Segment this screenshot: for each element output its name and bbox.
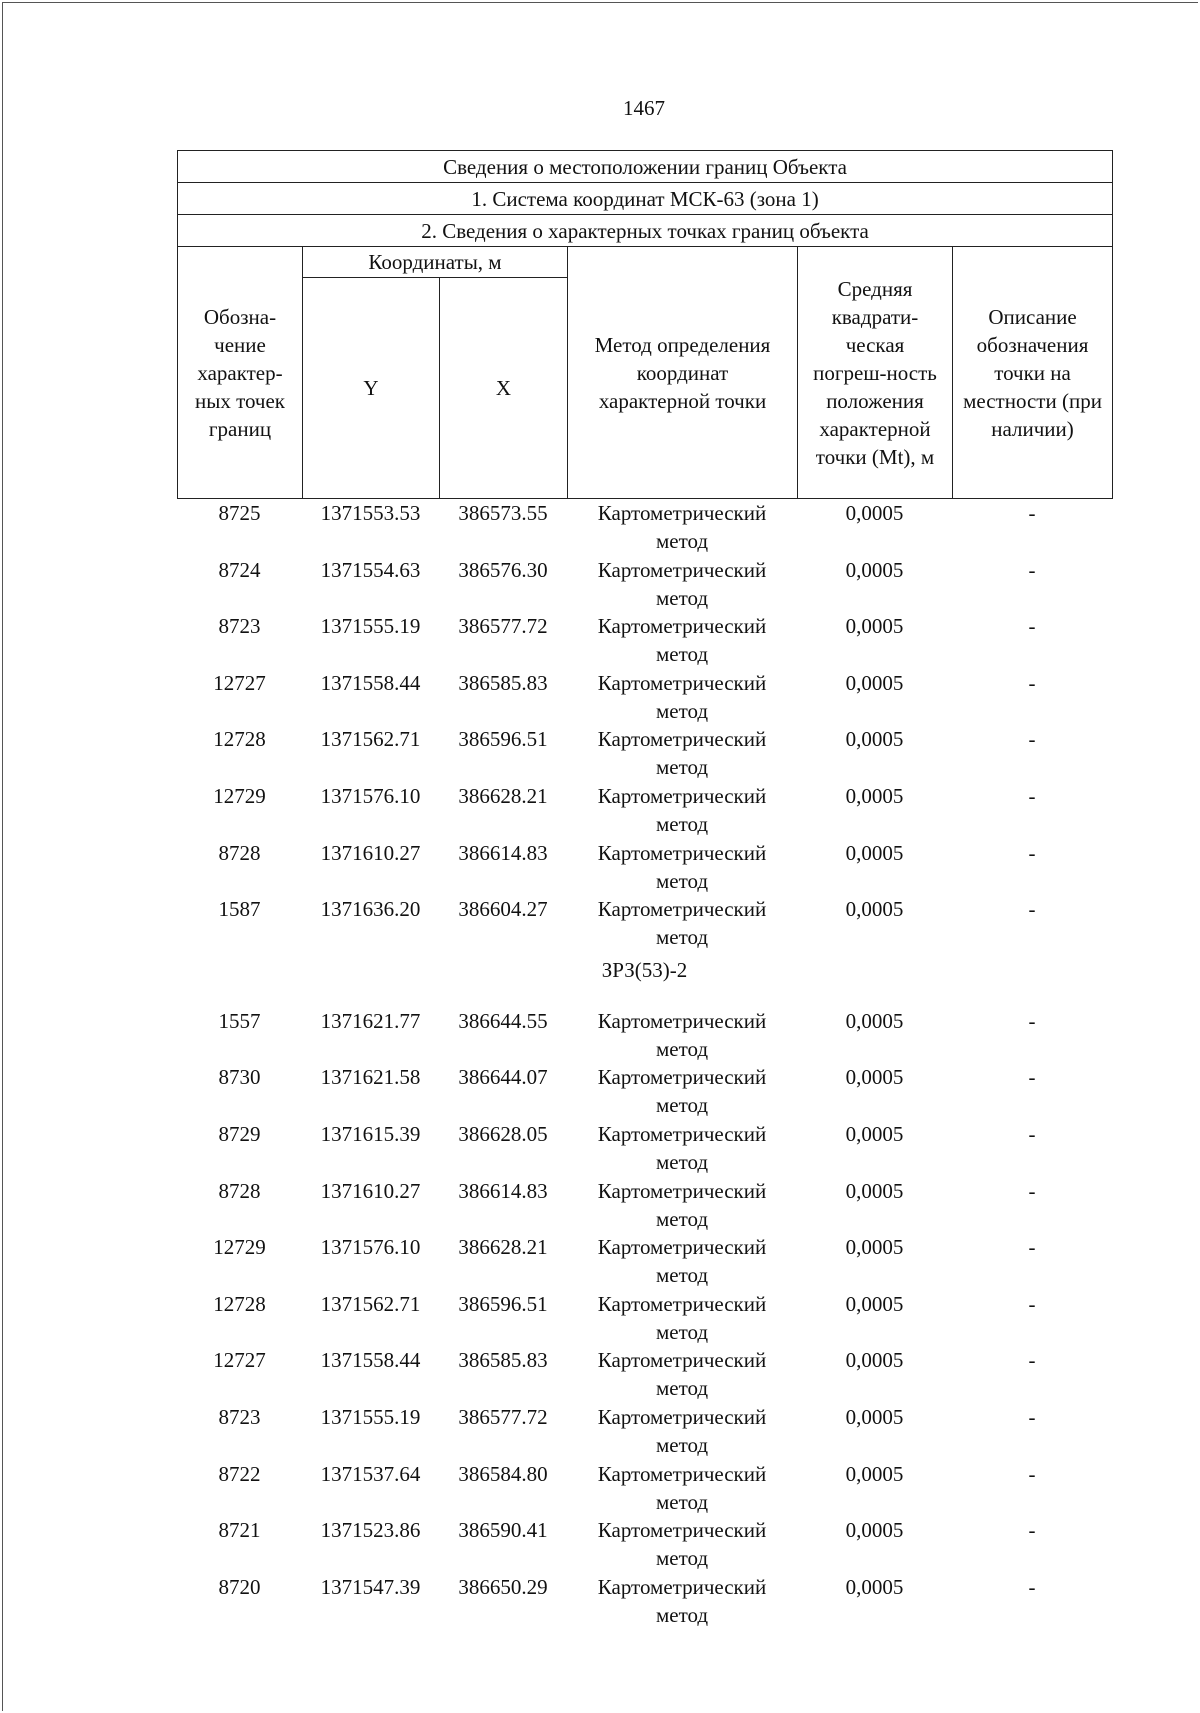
point-id: 8725 — [218, 501, 261, 525]
col-description-header: Описание обозначения точки на местности (при наличии) — [953, 247, 1113, 499]
method: Картометрический метод — [597, 1461, 767, 1514]
table-row — [177, 1573, 1112, 1630]
coord-x: 386650.29 — [458, 1574, 548, 1599]
section-label: ЗРЗ(53)-2 — [601, 957, 688, 982]
table-row — [177, 1007, 1112, 1064]
coord-x: 386628.05 — [458, 1121, 548, 1146]
group-2 — [177, 1007, 1112, 1630]
col-y-header: Y — [303, 278, 440, 499]
coord-y: 1371576.10 — [320, 783, 421, 808]
coord-y: 1371555.19 — [320, 614, 421, 639]
method: Картометрический метод — [597, 1121, 767, 1174]
coordinate-system: 1. Система координат МСК-63 (зона 1) — [178, 183, 1113, 215]
description: - — [1028, 1291, 1036, 1316]
method: Картометрический метод — [597, 501, 767, 553]
coord-y: 1371537.64 — [320, 1461, 421, 1486]
mean-error: 0,0005 — [845, 783, 904, 808]
description: - — [1028, 783, 1036, 808]
coord-y: 1371610.27 — [320, 840, 421, 865]
description: - — [1028, 670, 1036, 695]
point-id: 8721 — [218, 1518, 261, 1543]
table-row — [177, 1516, 1112, 1573]
point-id: 8728 — [218, 840, 261, 865]
method: Картометрический метод — [597, 1178, 767, 1231]
col-designation-header: Обозна-чение характер-ных точек границ — [178, 247, 303, 499]
page-number: 1467 — [623, 96, 665, 120]
description: - — [1028, 1461, 1036, 1486]
col-coordinates-header: Координаты, м — [303, 247, 568, 278]
method: Картометрический метод — [597, 840, 767, 893]
coord-y: 1371562.71 — [320, 727, 421, 752]
table-row — [177, 782, 1112, 839]
coord-x: 386614.83 — [458, 1178, 548, 1203]
description: - — [1028, 727, 1036, 752]
table-row — [177, 1290, 1112, 1347]
coord-y: 1371558.44 — [320, 670, 421, 695]
table-row — [177, 612, 1112, 669]
point-id: 8730 — [218, 1065, 261, 1090]
coord-x: 386577.72 — [458, 614, 548, 639]
mean-error: 0,0005 — [845, 614, 904, 639]
coord-y: 1371610.27 — [320, 1178, 421, 1203]
method: Картометрический метод — [597, 1404, 767, 1457]
point-id: 8723 — [218, 614, 261, 639]
coord-x: 386585.83 — [458, 1348, 548, 1373]
table-row — [177, 725, 1112, 782]
mean-error: 0,0005 — [845, 1404, 904, 1429]
coord-y: 1371576.10 — [320, 1235, 421, 1260]
coord-x: 386573.55 — [458, 501, 548, 525]
point-id: 12729 — [213, 1235, 266, 1260]
method: Картометрический метод — [597, 557, 767, 610]
coord-x: 386576.30 — [458, 557, 548, 582]
description: - — [1028, 1178, 1036, 1203]
mean-error: 0,0005 — [845, 670, 904, 695]
coord-x: 386628.21 — [458, 783, 548, 808]
mean-error: 0,0005 — [845, 1574, 904, 1599]
coord-y: 1371558.44 — [320, 1348, 421, 1373]
coord-x: 386584.80 — [458, 1461, 548, 1486]
description: - — [1028, 1404, 1036, 1429]
col-x-header: X — [440, 278, 568, 499]
point-id: 12728 — [213, 1291, 266, 1316]
table-row — [177, 839, 1112, 896]
coord-y: 1371554.63 — [320, 557, 421, 582]
coord-x: 386585.83 — [458, 670, 548, 695]
coord-y: 1371555.19 — [320, 1404, 421, 1429]
coord-y: 1371562.71 — [320, 1291, 421, 1316]
method: Картометрический метод — [597, 1518, 767, 1571]
point-id: 1587 — [218, 897, 261, 922]
header-table — [177, 150, 1113, 499]
coord-x: 386644.07 — [458, 1065, 548, 1090]
table-row — [177, 1346, 1112, 1403]
table-row — [177, 669, 1112, 726]
mean-error: 0,0005 — [845, 840, 904, 865]
coord-y: 1371621.58 — [320, 1065, 421, 1090]
mean-error: 0,0005 — [845, 1121, 904, 1146]
coord-x: 386577.72 — [458, 1404, 548, 1429]
coord-x: 386604.27 — [458, 897, 548, 922]
table-row — [177, 1403, 1112, 1460]
table-row — [177, 1233, 1112, 1290]
coord-y: 1371547.39 — [320, 1574, 421, 1599]
coord-x: 386590.41 — [458, 1518, 548, 1543]
method: Картометрический метод — [597, 783, 767, 836]
method: Картометрический метод — [597, 1348, 767, 1401]
description: - — [1028, 840, 1036, 865]
point-id: 12729 — [213, 783, 266, 808]
description: - — [1028, 1008, 1036, 1033]
col-method-header: Метод определения координат характерной точки — [568, 247, 798, 499]
mean-error: 0,0005 — [845, 557, 904, 582]
method: Картометрический метод — [597, 897, 767, 950]
description: - — [1028, 614, 1036, 639]
method: Картометрический метод — [597, 1065, 767, 1118]
table-row — [177, 499, 1112, 556]
method: Картометрический метод — [597, 1008, 767, 1061]
method: Картометрический метод — [597, 670, 767, 723]
mean-error: 0,0005 — [845, 1518, 904, 1543]
method: Картометрический метод — [597, 614, 767, 667]
description: - — [1028, 1121, 1036, 1146]
description: - — [1028, 1065, 1036, 1090]
point-id: 12727 — [213, 670, 266, 695]
point-id: 1557 — [218, 1008, 261, 1033]
point-id: 8723 — [218, 1404, 261, 1429]
table-row — [177, 1460, 1112, 1517]
section-heading: 2. Сведения о характерных точках границ объекта — [178, 215, 1113, 247]
mean-error: 0,0005 — [845, 1291, 904, 1316]
coord-y: 1371621.77 — [320, 1008, 421, 1033]
mean-error: 0,0005 — [845, 1348, 904, 1373]
description: - — [1028, 501, 1036, 525]
description: - — [1028, 1235, 1036, 1260]
mean-error: 0,0005 — [845, 1008, 904, 1033]
group-1 — [177, 499, 1112, 952]
point-id: 8720 — [218, 1574, 261, 1599]
coordinates-list — [177, 499, 1112, 1629]
mean-error: 0,0005 — [845, 501, 904, 525]
mean-error: 0,0005 — [845, 727, 904, 752]
coord-x: 386644.55 — [458, 1008, 548, 1033]
mean-error: 0,0005 — [845, 1178, 904, 1203]
coord-y: 1371553.53 — [320, 501, 421, 525]
method: Картометрический метод — [597, 1235, 767, 1288]
table-row — [177, 1120, 1112, 1177]
table-row — [177, 1063, 1112, 1120]
coord-x: 386596.51 — [458, 727, 548, 752]
description: - — [1028, 1574, 1036, 1599]
mean-error: 0,0005 — [845, 897, 904, 922]
point-id: 8729 — [218, 1121, 261, 1146]
point-id: 8728 — [218, 1178, 261, 1203]
coord-x: 386614.83 — [458, 840, 548, 865]
description: - — [1028, 1518, 1036, 1543]
method: Картометрический метод — [597, 727, 767, 780]
point-id: 12728 — [213, 727, 266, 752]
coord-y: 1371636.20 — [320, 897, 421, 922]
method: Картометрический метод — [597, 1291, 767, 1344]
coord-x: 386628.21 — [458, 1235, 548, 1260]
point-id: 8722 — [218, 1461, 261, 1486]
coord-y: 1371615.39 — [320, 1121, 421, 1146]
col-error-header: Средняя квадрати-ческая погреш-ность положения характерной точки (Mt), м — [798, 247, 953, 499]
mean-error: 0,0005 — [845, 1461, 904, 1486]
point-id: 8724 — [218, 557, 261, 582]
table-row — [177, 895, 1112, 952]
description: - — [1028, 557, 1036, 582]
point-id: 12727 — [213, 1348, 266, 1373]
coord-x: 386596.51 — [458, 1291, 548, 1316]
method: Картометрический метод — [597, 1574, 767, 1627]
description: - — [1028, 897, 1036, 922]
mean-error: 0,0005 — [845, 1235, 904, 1260]
description: - — [1028, 1348, 1036, 1373]
coord-y: 1371523.86 — [320, 1518, 421, 1543]
table-row — [177, 1177, 1112, 1234]
table-title: Сведения о местоположении границ Объекта — [178, 151, 1113, 183]
table-row — [177, 556, 1112, 613]
mean-error: 0,0005 — [845, 1065, 904, 1090]
